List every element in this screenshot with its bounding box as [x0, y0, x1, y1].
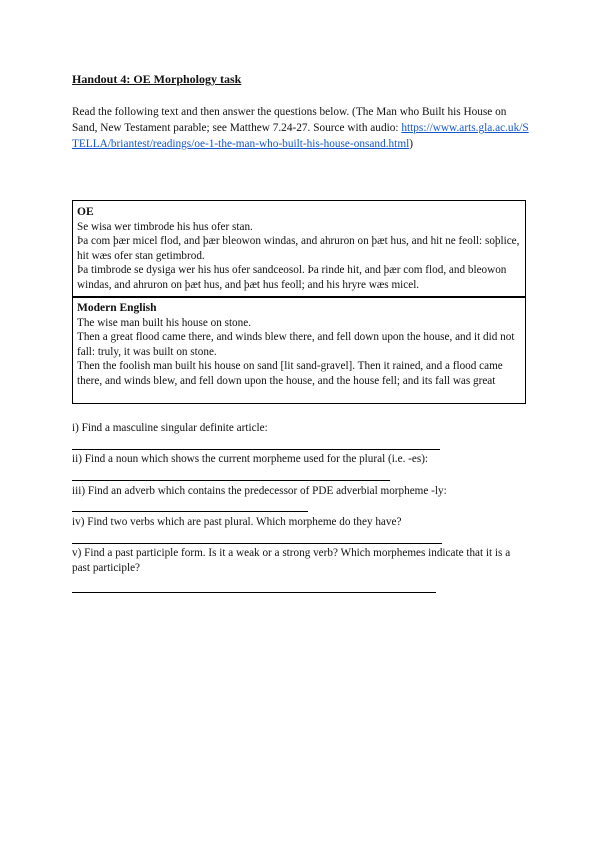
- me-line-1: The wise man built his house on stone.: [77, 316, 252, 329]
- question-4: iv) Find two verbs which are past plural. Which morpheme do they have?: [72, 516, 402, 528]
- intro-text: Read the following text and then answer the questions below. (The Man who Built his House on Sand, New Testament parable; see Matthew 7.24-27. Source with audio:: [72, 106, 507, 134]
- answer-line-1[interactable]: [72, 449, 440, 450]
- handout-title: Handout 4: OE Morphology task: [72, 72, 242, 86]
- answer-line-4[interactable]: [72, 543, 442, 544]
- question-2: ii) Find a noun which shows the current morpheme used for the plural (i.e. -es):: [72, 453, 429, 465]
- me-line-2: Then a great flood came there, and winds blew there, and fell down upon the house, and it did not fall: truly, it was built on stone.: [77, 331, 515, 358]
- oe-heading: OE: [77, 206, 94, 218]
- intro-close: ): [409, 138, 414, 150]
- oe-line-1: Se wisa wer timbrode his hus ofer stan.: [77, 220, 253, 233]
- me-line-3: Then the foolish man built his house on sand [lit sand-gravel]. Then it rained, and a flood came there, and winds blew, and fell down upon the house, and the house fell; and its fall was great: [77, 360, 503, 387]
- question-3: iii) Find an adverb which contains the predecessor of PDE adverbial morpheme -ly:: [72, 485, 447, 497]
- modern-english-heading: Modern English: [77, 302, 157, 314]
- source-link[interactable]: https://www.arts.gla.ac.uk/STELLA/briantest/readings/oe-1-the-man-who-built-his-house-onsand.html: [72, 122, 529, 150]
- oe-line-2: Þa com þær micel flod, and þær bleowon windas, and ahruron on þæt hus, and hit ne feoll: soþlice, hit wæs ofer stan getimbrod.: [77, 235, 520, 262]
- modern-english-box: [72, 296, 526, 404]
- answer-line-3[interactable]: [72, 511, 308, 512]
- oe-line-3: Þa timbrode se dysiga wer his hus ofer sandceosol. Þa rinde hit, and þær com flod, and bleowon windas, and ahruron on þæt hus, and þæt hus feoll; and his hryre wæs micel.: [77, 264, 507, 291]
- question-1: i) Find a masculine singular definite article:: [72, 422, 268, 434]
- oe-text-box: [72, 200, 526, 298]
- intro-paragraph: [72, 104, 530, 152]
- answer-line-2[interactable]: [72, 480, 390, 481]
- question-5: v) Find a past participle form. Is it a weak or a strong verb? Which morphemes indicate that it is a past participle?: [72, 547, 511, 574]
- answer-line-5[interactable]: [72, 592, 436, 593]
